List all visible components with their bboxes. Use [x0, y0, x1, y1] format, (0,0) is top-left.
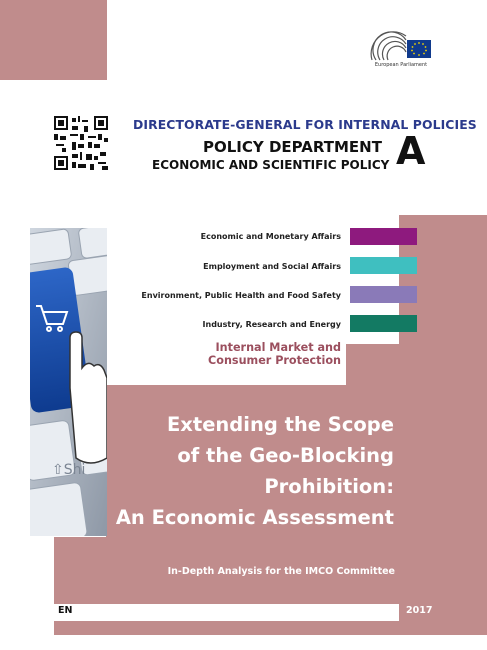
document-title-line-4: An Economic Assessment [115, 506, 394, 529]
document-title-line-3: Prohibition: [264, 475, 394, 498]
category-industry-bar [350, 315, 417, 332]
highlighted-committee-line-1: Internal Market and [215, 341, 341, 354]
document-title-line-1: Extending the Scope [166, 413, 394, 436]
color-band [346, 344, 399, 385]
category-environment-label: Environment, Public Health and Food Safety [141, 291, 341, 300]
policy-department-subtitle: ECONOMIC AND SCIENTIFIC POLICY [152, 158, 390, 172]
qr-code-icon [54, 116, 108, 170]
highlighted-committee-line-2: Consumer Protection [208, 354, 341, 367]
category-employment-social-bar [350, 257, 417, 274]
top-color-block [0, 0, 107, 80]
language-code: EN [58, 605, 73, 616]
european-parliament-logo [366, 26, 436, 76]
document-title-line-2: of the Geo-Blocking [177, 444, 394, 467]
publication-year: 2017 [406, 605, 433, 616]
category-employment-social-label: Employment and Social Affairs [203, 262, 341, 271]
category-environment-bar [350, 286, 417, 303]
policy-department-title: POLICY DEPARTMENT [203, 138, 382, 156]
keyboard-shopping-cart-photo [30, 228, 107, 536]
svg-text:⇧Shi: ⇧Shi [52, 462, 86, 478]
directorate-title: DIRECTORATE-GENERAL FOR INTERNAL POLICIES [133, 117, 477, 132]
category-economic-monetary-label: Economic and Monetary Affairs [200, 232, 341, 241]
document-subtitle: In-Depth Analysis for the IMCO Committee [167, 566, 395, 577]
document-title [116, 409, 394, 533]
highlighted-committee [208, 341, 341, 367]
policy-department-letter: A [396, 129, 426, 173]
category-economic-monetary-bar [350, 228, 417, 245]
category-industry-label: Industry, Research and Energy [202, 320, 341, 329]
logo-text: European Parliament [374, 62, 428, 68]
footer-bar [54, 604, 399, 621]
